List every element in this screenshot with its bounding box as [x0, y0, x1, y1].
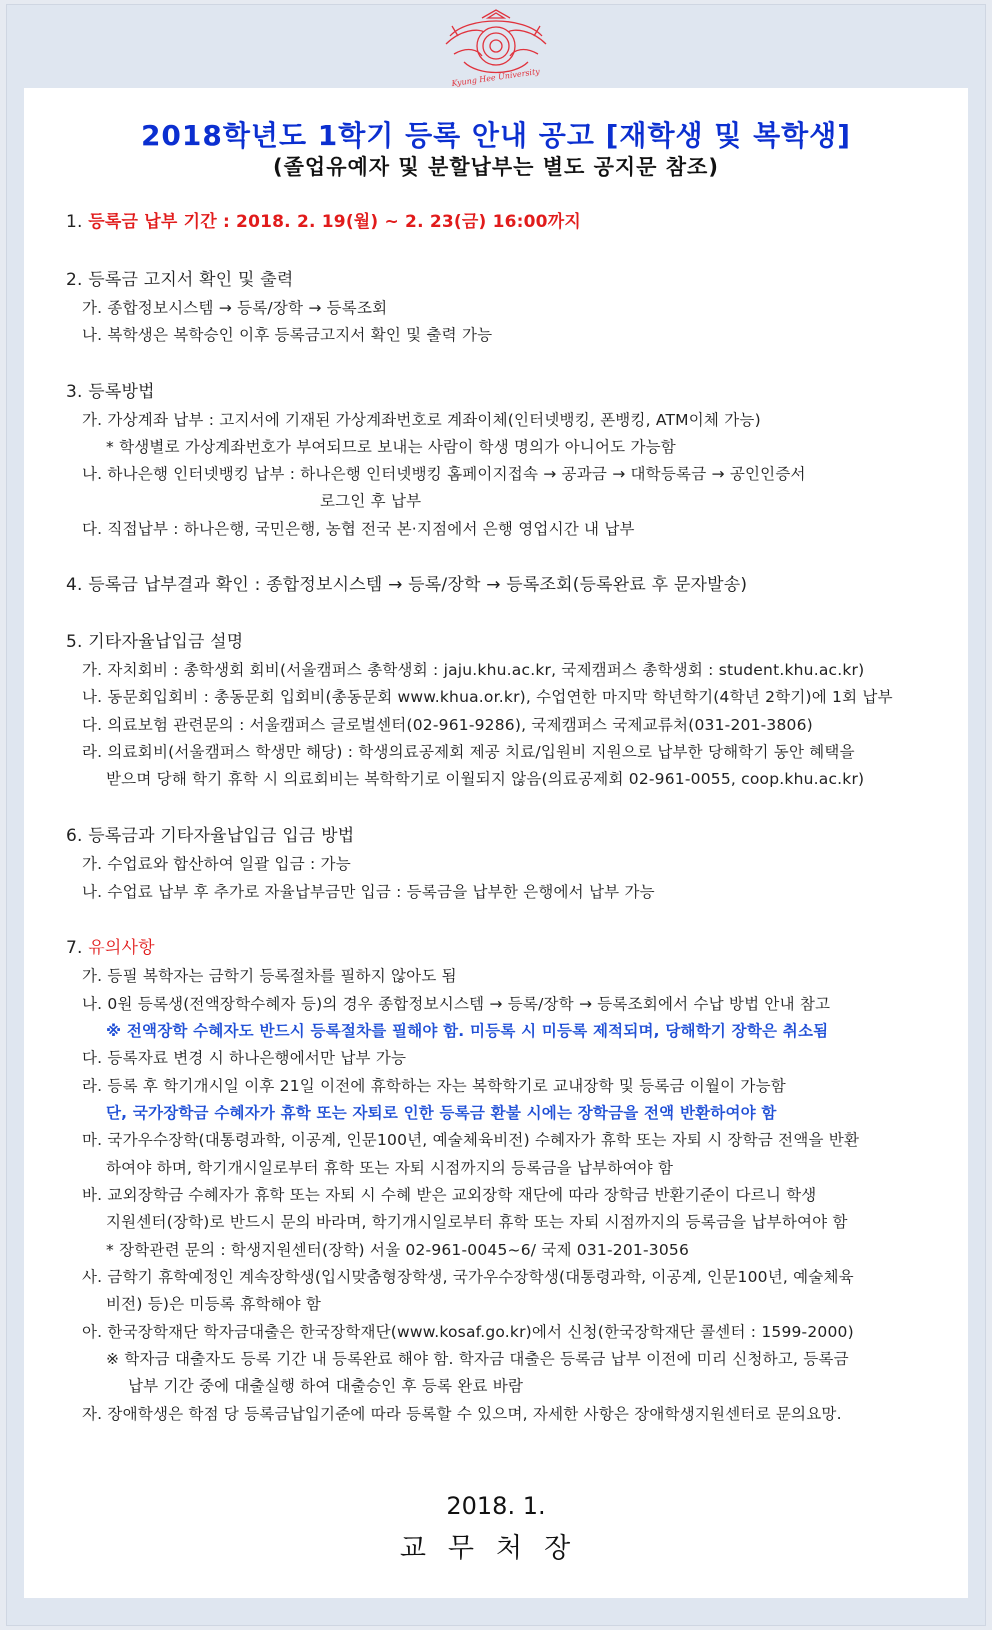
- section-7-note: ※ 학자금 대출자도 등록 기간 내 등록완료 해야 함. 학자금 대출은 등록금 납부 이전에 미리 신청하고, 등록금: [106, 1350, 849, 1368]
- section-7-heading: [66, 938, 155, 958]
- payment-period-text: 등록금 납부 기간 : 2018. 2. 19(월) ~ 2. 23(금) 16:00까지: [88, 212, 581, 232]
- section-3-heading: 3. 등록방법: [66, 382, 155, 402]
- section-2-item: 나. 복학생은 복학승인 이후 등록금고지서 확인 및 출력 가능: [82, 326, 493, 344]
- section-7-note-cont: 납부 기간 중에 대출실행 하여 대출승인 후 등록 완료 바람: [128, 1377, 524, 1395]
- section-7-warning: 단, 국가장학금 수혜자가 휴학 또는 자퇴로 인한 등록금 환불 시에는 장학금을 전액 반환하여야 함: [106, 1104, 777, 1122]
- section-7-note: * 장학관련 문의 : 학생지원센터(장학) 서울 02-961-0045~6/ 국제 031-201-3056: [106, 1241, 690, 1259]
- university-seal-logo: [438, 6, 554, 90]
- section-7-item-cont: 지원센터(장학)로 반드시 문의 바라며, 학기개시일로부터 휴학 또는 자퇴 시점까지의 등록금을 납부하여야 함: [106, 1213, 848, 1231]
- section-3-note: * 학생별로 가상계좌번호가 부여되므로 보내는 사람이 학생 명의가 아니어도 가능함: [106, 438, 676, 456]
- svg-text:Kyung Hee University: Kyung Hee University: [451, 66, 541, 89]
- section-7-item: 바. 교외장학금 수혜자가 휴학 또는 자퇴 시 수혜 받은 교외장학 재단에 따라 장학금 반환기준이 다르니 학생: [82, 1186, 817, 1204]
- notice-date: 2018. 1.: [446, 1492, 546, 1520]
- section-7-item: 가. 등필 복학자는 금학기 등록절차를 필하지 않아도 됨: [82, 967, 457, 985]
- section-5-item: 가. 자치회비 : 총학생회 회비(서울캠퍼스 총학생회 : jaju.khu.ac.kr, 국제캠퍼스 총학생회 : student.khu.ac.kr): [82, 661, 865, 679]
- section-6-heading: 6. 등록금과 기타자율납입금 입금 방법: [66, 826, 355, 846]
- section-7-item: 아. 한국장학재단 학자금대출은 한국장학재단(www.kosaf.go.kr)에서 신청(한국장학재단 콜센터 : 1599-2000): [82, 1323, 854, 1341]
- section-7-item: 나. 0원 등록생(전액장학수혜자 등)의 경우 종합정보시스템 → 등록/장학 → 등록조회에서 수납 방법 안내 참고: [82, 995, 831, 1013]
- section-5-item-cont: 받으며 당해 학기 휴학 시 의료회비는 복학학기로 이월되지 않음(의료공제회 02-961-0055, coop.khu.ac.kr): [106, 770, 865, 788]
- section-3-item: 다. 직접납부 : 하나은행, 국민은행, 농협 전국 본·지점에서 은행 영업시간 내 납부: [82, 520, 635, 538]
- section-5-item: 라. 의료회비(서울캠퍼스 학생만 해당) : 학생의료공제회 제공 치료/입원비 지원으로 납부한 당해학기 동안 혜택을: [82, 743, 855, 761]
- issuing-office: 교무처장: [399, 1533, 593, 1564]
- section-7-item: 사. 금학기 휴학예정인 계속장학생(입시맞춤형장학생, 국가우수장학생(대통령과학, 이공계, 인문100년, 예술체육: [82, 1268, 854, 1286]
- section-7-item: 마. 국가우수장학(대통령과학, 이공계, 인문100년, 예술체육비전) 수혜자가 휴학 또는 자퇴 시 장학금 전액을 반환: [82, 1131, 860, 1149]
- section-7-title: 유의사항: [88, 938, 155, 958]
- section-3-item-cont: 로그인 후 납부: [320, 492, 422, 510]
- section-2-item: 가. 종합정보시스템 → 등록/장학 → 등록조회: [82, 299, 388, 317]
- section-3-item: 가. 가상계좌 납부 : 고지서에 기재된 가상계좌번호로 계좌이체(인터넷뱅킹, 폰뱅킹, ATM이체 가능): [82, 411, 761, 429]
- section-3-item: 나. 하나은행 인터넷뱅킹 납부 : 하나은행 인터넷뱅킹 홈페이지접속 → 공과금 → 대학등록금 → 공인인증서: [82, 465, 806, 483]
- section-7-item: 자. 장애학생은 학점 당 등록금납입기준에 따라 등록할 수 있으며, 자세한 사항은 장애학생지원센터로 문의요망.: [82, 1405, 842, 1423]
- section-2-heading: 2. 등록금 고지서 확인 및 출력: [66, 270, 294, 290]
- notice-subtitle: (졸업유예자 및 분할납부는 별도 공지문 참조): [273, 155, 719, 179]
- section-5-item: 다. 의료보험 관련문의 : 서울캠퍼스 글로벌센터(02-961-9286), 국제캠퍼스 국제교류처(031-201-3806): [82, 716, 813, 734]
- section-7-item-cont: 하여야 하며, 학기개시일로부터 휴학 또는 자퇴 시점까지의 등록금을 납부하여야 함: [106, 1159, 674, 1177]
- section-4-heading: 4. 등록금 납부결과 확인 : 종합정보시스템 → 등록/장학 → 등록조회(등록완료 후 문자발송): [66, 575, 748, 595]
- section-6-item: 나. 수업료 납부 후 추가로 자율납부금만 입금 : 등록금을 납부한 은행에서 납부 가능: [82, 883, 655, 901]
- section-1: [66, 212, 581, 232]
- section-7-item: 라. 등록 후 학기개시일 이후 21일 이전에 휴학하는 자는 복학학기로 교내장학 및 등록금 이월이 가능함: [82, 1077, 786, 1095]
- section-7-item-cont: 비전) 등)은 미등록 휴학해야 함: [106, 1295, 322, 1313]
- section-6-item: 가. 수업료와 합산하여 일괄 입금 : 가능: [82, 855, 351, 873]
- section-5-heading: 5. 기타자율납입금 설명: [66, 632, 244, 652]
- section-7-item: 다. 등록자료 변경 시 하나은행에서만 납부 가능: [82, 1049, 407, 1067]
- notice-title: 2018학년도 1학기 등록 안내 공고 [재학생 및 복학생]: [140, 119, 852, 152]
- section-1-number: 1.: [66, 212, 83, 232]
- section-7-number: 7.: [66, 938, 83, 958]
- section-7-warning: ※ 전액장학 수혜자도 반드시 등록절차를 필해야 함. 미등록 시 미등록 제적되며, 당해학기 장학은 취소됨: [106, 1022, 829, 1040]
- section-5-item: 나. 동문회입회비 : 총동문회 입회비(총동문회 www.khua.or.kr), 수업연한 마지막 학년학기(4학년 2학기)에 1회 납부: [82, 688, 893, 706]
